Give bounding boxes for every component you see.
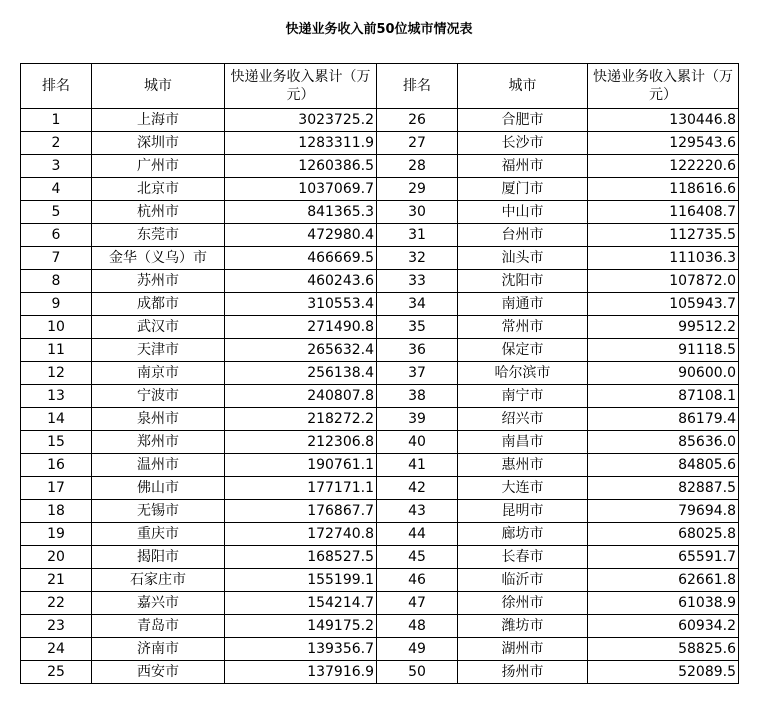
rank-cell: 44 [377,523,458,546]
rank-cell: 14 [21,408,92,431]
revenue-cell: 90600.0 [588,362,739,385]
city-cell: 中山市 [458,201,588,224]
rank-cell: 8 [21,270,92,293]
table-row [21,408,739,431]
revenue-cell: 79694.8 [588,500,739,523]
rank-cell: 23 [21,615,92,638]
city-cell: 沈阳市 [458,270,588,293]
table-row [21,592,739,615]
revenue-cell: 176867.7 [225,500,377,523]
rank-cell: 43 [377,500,458,523]
revenue-cell: 177171.1 [225,477,377,500]
page-title: 快递业务收入前50位城市情况表 [285,22,473,37]
rank-cell: 9 [21,293,92,316]
rank-cell: 47 [377,592,458,615]
header-rank-left: 排名 [21,64,92,109]
city-cell: 武汉市 [92,316,225,339]
revenue-cell: 60934.2 [588,615,739,638]
table-body [21,109,739,684]
rank-cell: 19 [21,523,92,546]
table-row [21,385,739,408]
table-row [21,569,739,592]
rank-cell: 15 [21,431,92,454]
rank-cell: 16 [21,454,92,477]
city-cell: 台州市 [458,224,588,247]
revenue-cell: 99512.2 [588,316,739,339]
table-row [21,477,739,500]
city-cell: 长沙市 [458,132,588,155]
rank-cell: 5 [21,201,92,224]
revenue-cell: 1260386.5 [225,155,377,178]
header-revenue-left: 快递业务收入累计（万元） [225,64,377,109]
city-cell: 西安市 [92,661,225,684]
rank-cell: 34 [377,293,458,316]
rank-cell: 22 [21,592,92,615]
city-cell: 厦门市 [458,178,588,201]
revenue-cell: 130446.8 [588,109,739,132]
city-cell: 苏州市 [92,270,225,293]
revenue-cell: 1037069.7 [225,178,377,201]
city-cell: 嘉兴市 [92,592,225,615]
revenue-cell: 3023725.2 [225,109,377,132]
revenue-cell: 310553.4 [225,293,377,316]
city-cell: 东莞市 [92,224,225,247]
city-cell: 合肥市 [458,109,588,132]
revenue-cell: 240807.8 [225,385,377,408]
city-cell: 汕头市 [458,247,588,270]
city-cell: 绍兴市 [458,408,588,431]
revenue-cell: 190761.1 [225,454,377,477]
city-cell: 南宁市 [458,385,588,408]
city-cell: 济南市 [92,638,225,661]
rank-cell: 12 [21,362,92,385]
revenue-cell: 265632.4 [225,339,377,362]
revenue-cell: 168527.5 [225,546,377,569]
revenue-cell: 154214.7 [225,592,377,615]
city-cell: 福州市 [458,155,588,178]
city-cell: 重庆市 [92,523,225,546]
rank-cell: 40 [377,431,458,454]
city-cell: 上海市 [92,109,225,132]
rank-cell: 36 [377,339,458,362]
revenue-cell: 85636.0 [588,431,739,454]
revenue-cell: 172740.8 [225,523,377,546]
table-row [21,270,739,293]
revenue-cell: 841365.3 [225,201,377,224]
revenue-cell: 87108.1 [588,385,739,408]
revenue-cell: 86179.4 [588,408,739,431]
revenue-cell: 68025.8 [588,523,739,546]
city-cell: 石家庄市 [92,569,225,592]
table-row [21,247,739,270]
rank-cell: 29 [377,178,458,201]
rank-cell: 49 [377,638,458,661]
city-cell: 哈尔滨市 [458,362,588,385]
city-cell: 惠州市 [458,454,588,477]
rank-cell: 2 [21,132,92,155]
rank-cell: 28 [377,155,458,178]
rank-cell: 33 [377,270,458,293]
header-revenue-right: 快递业务收入累计（万元） [588,64,739,109]
table-row [21,201,739,224]
city-cell: 长春市 [458,546,588,569]
rank-cell: 24 [21,638,92,661]
revenue-cell: 91118.5 [588,339,739,362]
rank-cell: 4 [21,178,92,201]
revenue-cell: 82887.5 [588,477,739,500]
rank-cell: 21 [21,569,92,592]
rank-cell: 7 [21,247,92,270]
city-cell: 南通市 [458,293,588,316]
revenue-cell: 52089.5 [588,661,739,684]
table-row [21,362,739,385]
city-cell: 北京市 [92,178,225,201]
rank-cell: 10 [21,316,92,339]
city-cell: 无锡市 [92,500,225,523]
rank-cell: 17 [21,477,92,500]
revenue-cell: 137916.9 [225,661,377,684]
rank-cell: 42 [377,477,458,500]
table-row [21,454,739,477]
revenue-cell: 105943.7 [588,293,739,316]
rank-cell: 1 [21,109,92,132]
rank-cell: 31 [377,224,458,247]
revenue-cell: 271490.8 [225,316,377,339]
city-cell: 天津市 [92,339,225,362]
city-cell: 成都市 [92,293,225,316]
table-row [21,661,739,684]
rank-cell: 39 [377,408,458,431]
city-cell: 湖州市 [458,638,588,661]
revenue-cell: 122220.6 [588,155,739,178]
revenue-cell: 1283311.9 [225,132,377,155]
city-cell: 揭阳市 [92,546,225,569]
table-row [21,316,739,339]
revenue-cell: 129543.6 [588,132,739,155]
rank-cell: 30 [377,201,458,224]
revenue-cell: 84805.6 [588,454,739,477]
city-cell: 青岛市 [92,615,225,638]
table-row [21,178,739,201]
city-cell: 南昌市 [458,431,588,454]
table-row [21,523,739,546]
rank-cell: 3 [21,155,92,178]
revenue-cell: 118616.6 [588,178,739,201]
rank-cell: 20 [21,546,92,569]
header-city-left: 城市 [92,64,225,109]
table-row [21,132,739,155]
header-row [21,64,739,109]
city-cell: 廊坊市 [458,523,588,546]
city-cell: 宁波市 [92,385,225,408]
city-cell: 广州市 [92,155,225,178]
revenue-cell: 155199.1 [225,569,377,592]
table-row [21,224,739,247]
rank-cell: 25 [21,661,92,684]
rank-cell: 50 [377,661,458,684]
city-cell: 金华（义乌）市 [92,247,225,270]
rank-cell: 26 [377,109,458,132]
city-cell: 郑州市 [92,431,225,454]
rank-cell: 18 [21,500,92,523]
city-cell: 深圳市 [92,132,225,155]
revenue-cell: 61038.9 [588,592,739,615]
city-cell: 南京市 [92,362,225,385]
city-cell: 泉州市 [92,408,225,431]
table-row [21,293,739,316]
city-cell: 昆明市 [458,500,588,523]
rank-cell: 32 [377,247,458,270]
table-row [21,546,739,569]
revenue-cell: 111036.3 [588,247,739,270]
table-row [21,500,739,523]
revenue-cell: 218272.2 [225,408,377,431]
city-cell: 扬州市 [458,661,588,684]
revenue-cell: 466669.5 [225,247,377,270]
rank-cell: 6 [21,224,92,247]
revenue-cell: 256138.4 [225,362,377,385]
city-cell: 佛山市 [92,477,225,500]
table-row [21,339,739,362]
revenue-cell: 65591.7 [588,546,739,569]
revenue-cell: 212306.8 [225,431,377,454]
city-cell: 杭州市 [92,201,225,224]
rank-cell: 27 [377,132,458,155]
revenue-cell: 139356.7 [225,638,377,661]
rank-cell: 45 [377,546,458,569]
header-rank-right: 排名 [377,64,458,109]
table-row [21,155,739,178]
table-row [21,638,739,661]
city-revenue-table [20,63,739,684]
rank-cell: 46 [377,569,458,592]
rank-cell: 41 [377,454,458,477]
revenue-cell: 58825.6 [588,638,739,661]
revenue-cell: 149175.2 [225,615,377,638]
revenue-cell: 107872.0 [588,270,739,293]
revenue-cell: 62661.8 [588,569,739,592]
rank-cell: 37 [377,362,458,385]
city-cell: 常州市 [458,316,588,339]
rank-cell: 38 [377,385,458,408]
city-cell: 潍坊市 [458,615,588,638]
table-row [21,431,739,454]
table-row [21,109,739,132]
rank-cell: 48 [377,615,458,638]
city-cell: 徐州市 [458,592,588,615]
revenue-cell: 472980.4 [225,224,377,247]
city-cell: 临沂市 [458,569,588,592]
city-cell: 温州市 [92,454,225,477]
table-row [21,615,739,638]
rank-cell: 11 [21,339,92,362]
revenue-cell: 460243.6 [225,270,377,293]
revenue-cell: 116408.7 [588,201,739,224]
revenue-cell: 112735.5 [588,224,739,247]
rank-cell: 35 [377,316,458,339]
city-cell: 大连市 [458,477,588,500]
rank-cell: 13 [21,385,92,408]
city-cell: 保定市 [458,339,588,362]
header-city-right: 城市 [458,64,588,109]
